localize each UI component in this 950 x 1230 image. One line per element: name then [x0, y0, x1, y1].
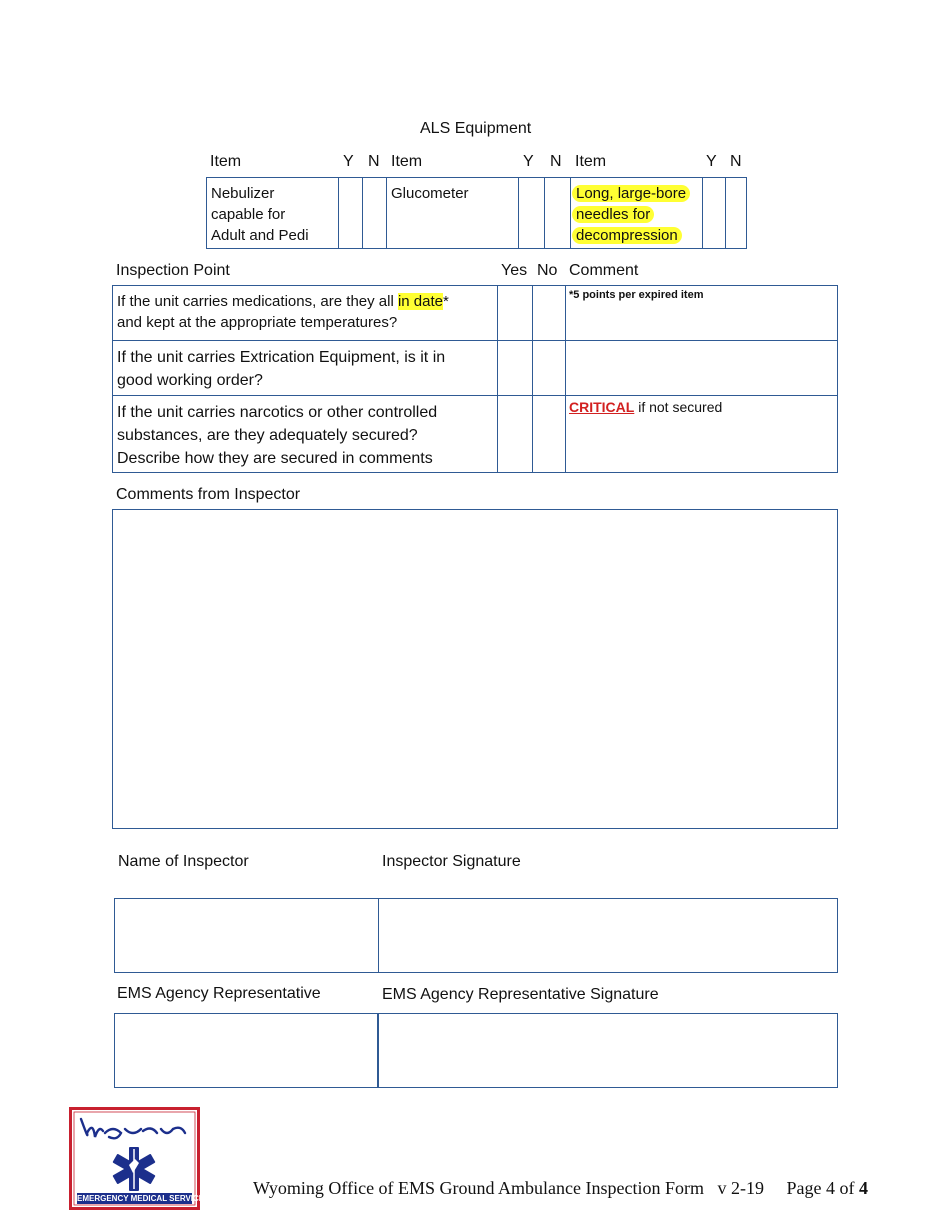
inspection-row-extrication	[117, 346, 445, 392]
expired-item-note: *5 points per expired item	[569, 289, 704, 301]
als-col-n-3: N	[730, 153, 742, 170]
name-of-inspector-label: Name of Inspector	[118, 853, 249, 870]
als-col-item-2: Item	[391, 153, 423, 170]
inspection-text: good working order?	[117, 372, 263, 389]
als-item-text: Glucometer	[391, 185, 469, 202]
als-col-n-1: N	[368, 153, 380, 170]
inspection-text: Describe how they are secured in comments	[117, 450, 433, 467]
comments-label: Comments from Inspector	[116, 486, 301, 503]
footer-page-total: 4	[859, 1178, 868, 1198]
als-col-y-1: Y	[343, 153, 354, 170]
wyoming-ems-logo	[69, 1107, 210, 1210]
inspection-row-narcotics	[117, 401, 437, 470]
yes-header: Yes	[501, 262, 528, 279]
als-item-text: needles for	[572, 206, 654, 223]
inspection-text: and kept at the appropriate temperatures?	[117, 314, 398, 331]
inspection-text: substances, are they adequately secured?	[117, 427, 418, 444]
agency-rep-label: EMS Agency Representative	[117, 985, 321, 1002]
als-col-item-3: Item	[575, 153, 607, 170]
agency-rep-signature-label: EMS Agency Representative Signature	[382, 986, 659, 1003]
als-col-n-2: N	[550, 153, 562, 170]
inspection-divider	[565, 285, 566, 473]
agency-rep-signature-field[interactable]	[377, 1013, 838, 1088]
comment-header: Comment	[569, 262, 639, 279]
als-divider	[544, 177, 545, 249]
inspection-divider	[497, 285, 498, 473]
als-divider	[362, 177, 363, 249]
critical-label: CRITICAL	[569, 399, 635, 415]
als-item-text: decompression	[572, 227, 682, 244]
footer-version: v 2-19	[717, 1178, 765, 1198]
footer-page-label: Page 4 of	[786, 1178, 859, 1198]
inspection-row-medications	[117, 291, 449, 333]
als-item-text: Nebulizer	[211, 185, 275, 202]
als-col-item-1: Item	[210, 153, 242, 170]
inspector-signature-field[interactable]	[378, 898, 838, 973]
in-date-highlight: in date	[397, 293, 444, 310]
als-item-glucometer	[391, 183, 469, 204]
inspector-name-field[interactable]	[114, 898, 379, 973]
inspection-text: *	[443, 293, 449, 310]
als-item-needles	[576, 183, 690, 246]
als-divider	[518, 177, 519, 249]
inspection-row-divider	[112, 340, 838, 341]
als-divider	[725, 177, 726, 249]
no-header: No	[537, 262, 558, 279]
als-item-text: Long, large-bore	[572, 185, 690, 202]
als-item-text: Adult and Pedi	[211, 227, 309, 244]
als-divider	[702, 177, 703, 249]
inspection-point-header: Inspection Point	[116, 262, 230, 279]
inspection-divider	[532, 285, 533, 473]
footer-form-name: Wyoming Office of EMS Ground Ambulance Inspection Form	[253, 1178, 705, 1198]
critical-note-text: if not secured	[634, 399, 723, 415]
als-divider	[338, 177, 339, 249]
footer	[253, 1178, 868, 1199]
als-item-text: capable for	[211, 206, 286, 223]
als-item-nebulizer	[211, 183, 309, 246]
als-col-y-3: Y	[706, 153, 717, 170]
als-col-y-2: Y	[523, 153, 534, 170]
als-divider	[386, 177, 387, 249]
inspection-text: If the unit carries Extrication Equipment, is it in	[117, 349, 446, 366]
als-equipment-title: ALS Equipment	[420, 120, 532, 137]
agency-rep-name-field[interactable]	[114, 1013, 379, 1088]
comments-box[interactable]	[112, 509, 838, 829]
logo-banner-text: EMERGENCY MEDICAL SERVICES	[77, 1194, 210, 1203]
inspection-text: If the unit carries narcotics or other controlled	[117, 404, 438, 421]
als-divider	[570, 177, 571, 249]
inspection-text: If the unit carries medications, are they all	[117, 293, 398, 310]
inspector-signature-label: Inspector Signature	[382, 853, 521, 870]
critical-note	[569, 399, 722, 415]
inspection-row-divider	[112, 395, 838, 396]
